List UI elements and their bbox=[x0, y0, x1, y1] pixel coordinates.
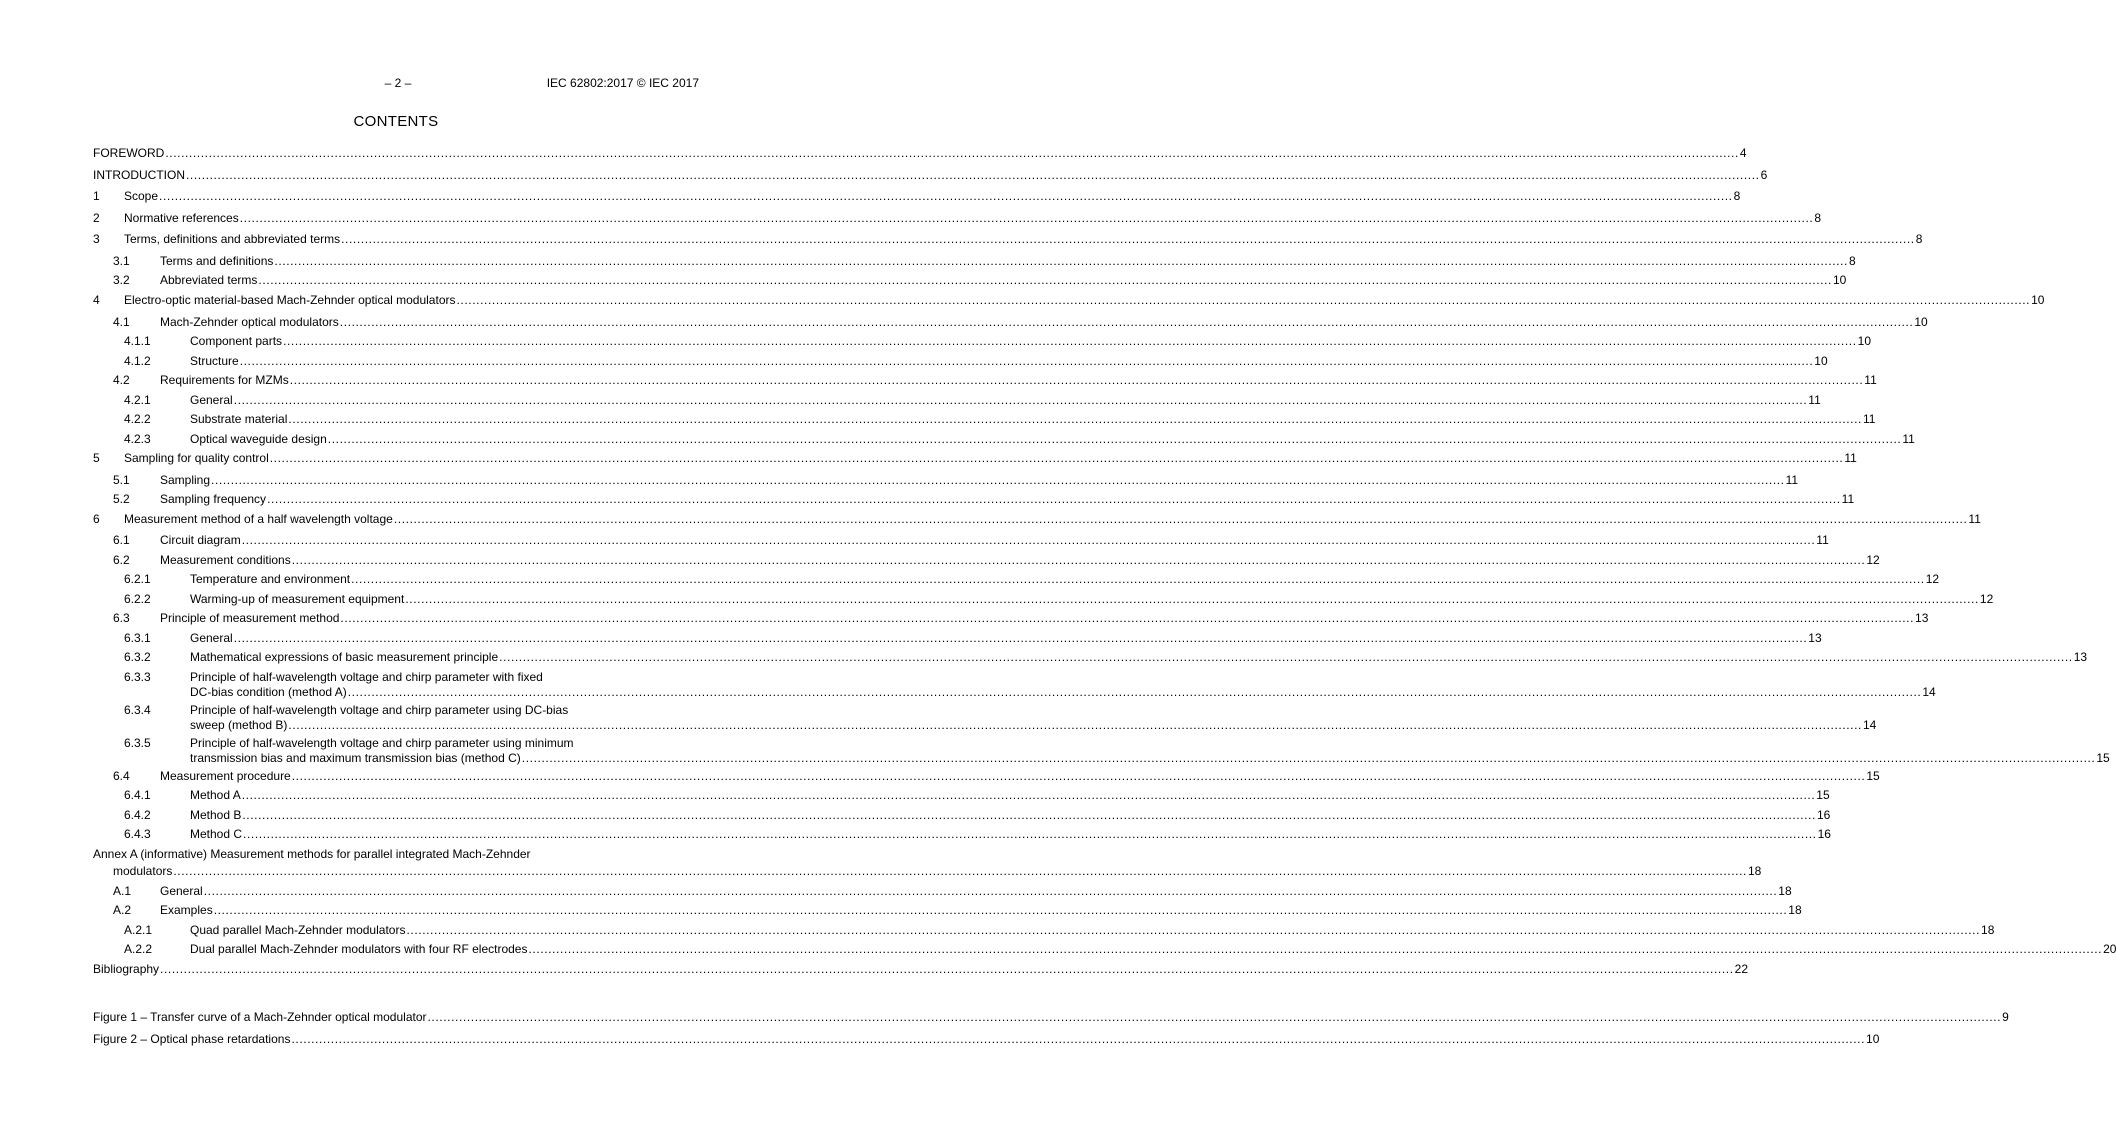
dot-leader: ................................................................................................................................................................................................................................................................................................................................................................................................................ bbox=[288, 412, 1862, 427]
toc-entry-line bbox=[160, 472, 1799, 488]
toc-entry-title: Method B bbox=[190, 807, 242, 822]
toc-entry-page: 18 bbox=[1981, 922, 1995, 937]
figure-entry-line bbox=[93, 1010, 2009, 1025]
dot-leader: ................................................................................................................................................................................................................................................................................................................................................................................................................ bbox=[291, 552, 1866, 567]
toc-entry-page: 11 bbox=[1841, 492, 1855, 507]
toc-entry-number: 6.3.4 bbox=[124, 702, 151, 717]
toc-entry[interactable] bbox=[93, 430, 1915, 450]
dot-leader: ................................................................................................................................................................................................................................................................................................................................................................................................................ bbox=[258, 273, 1832, 288]
toc-entry-number: 5 bbox=[93, 451, 100, 466]
toc-entry-title: Mach-Zehnder optical modulators bbox=[160, 314, 339, 329]
toc-entry-line bbox=[160, 883, 1792, 899]
toc-entry[interactable] bbox=[93, 471, 1799, 491]
toc-entry-title: Method A bbox=[190, 788, 241, 803]
toc-entry-title: Temperature and environment bbox=[190, 572, 351, 587]
toc-entry[interactable] bbox=[93, 806, 1831, 826]
toc-entry[interactable] bbox=[93, 490, 1855, 510]
toc-entry[interactable] bbox=[93, 531, 1829, 551]
dot-leader: ................................................................................................................................................................................................................................................................................................................................................................................................................ bbox=[393, 511, 1968, 526]
dot-leader: ................................................................................................................................................................................................................................................................................................................................................................................................................ bbox=[291, 768, 1866, 783]
toc-entry[interactable] bbox=[93, 882, 1792, 902]
toc-entry-page: 20 bbox=[2103, 942, 2116, 957]
toc-entry-title: Mathematical expressions of basic measurement principle bbox=[190, 650, 499, 665]
toc-entry[interactable] bbox=[93, 648, 2088, 668]
toc-entry-page: 10 bbox=[1914, 314, 1928, 329]
toc-entry-title: General bbox=[190, 392, 233, 407]
toc-entry-title: transmission bias and maximum transmission bias (method C) bbox=[190, 750, 521, 765]
toc-entry-page: 22 bbox=[1734, 961, 1748, 976]
toc-entry[interactable] bbox=[93, 786, 1830, 806]
dot-leader: ................................................................................................................................................................................................................................................................................................................................................................................................................ bbox=[521, 750, 2096, 765]
toc-entry-line bbox=[160, 273, 1847, 288]
toc-entry-number: 6.3.3 bbox=[124, 669, 151, 684]
toc-entry-title: Substrate material bbox=[190, 412, 288, 427]
toc-entry-title: Quad parallel Mach-Zehnder modulators bbox=[190, 922, 406, 937]
toc-entry-title: Component parts bbox=[190, 334, 283, 349]
toc-entry[interactable] bbox=[93, 313, 1928, 333]
toc-entry-line bbox=[190, 572, 1940, 587]
toc-entry-line bbox=[160, 768, 1880, 784]
toc-entry-number: 6.4.1 bbox=[124, 788, 151, 803]
toc-entry-page: 11 bbox=[1902, 431, 1915, 446]
dot-leader: ................................................................................................................................................................................................................................................................................................................................................................................................................ bbox=[341, 232, 1915, 247]
toc-entry-title-first-line: Annex A (informative) Measurement methods for parallel integrated Mach-Zehnder bbox=[93, 846, 531, 861]
toc-entry[interactable] bbox=[93, 166, 1768, 188]
toc-entry[interactable] bbox=[93, 921, 1995, 941]
page-header bbox=[93, 76, 699, 94]
toc-entry-line bbox=[190, 717, 1877, 733]
toc-entry-number: 4 bbox=[93, 292, 100, 307]
figure-entry-title: Figure 1 – Transfer curve of a Mach-Zehnder optical modulator bbox=[93, 1010, 427, 1024]
dot-leader: ................................................................................................................................................................................................................................................................................................................................................................................................................ bbox=[456, 292, 2031, 307]
toc-entry-title: Measurement procedure bbox=[160, 768, 291, 783]
header-standard-id: IEC 62802:2017 © IEC 2017 bbox=[546, 76, 699, 90]
toc-entry-number: 6.1 bbox=[113, 533, 130, 548]
toc-entry-line bbox=[190, 827, 1831, 842]
toc-entry-number: 4.2.2 bbox=[124, 412, 151, 427]
toc-entry-number: 1 bbox=[93, 189, 100, 204]
figure-entry-page: 10 bbox=[1866, 1031, 1880, 1046]
toc-entry-line bbox=[93, 146, 1747, 161]
toc-entry-title: Abbreviated terms bbox=[160, 273, 258, 288]
toc-entry-page: 16 bbox=[1816, 807, 1831, 822]
toc-entry-number: A.2 bbox=[113, 903, 132, 918]
toc-entry-title: Requirements for MZMs bbox=[160, 373, 289, 388]
toc-entry-title: Warming-up of measurement equipment bbox=[190, 591, 405, 606]
dot-leader: ................................................................................................................................................................................................................................................................................................................................................................................................................ bbox=[239, 210, 1814, 225]
toc-entry-line bbox=[160, 903, 1802, 918]
toc-entry-page: 14 bbox=[1922, 684, 1936, 699]
toc-entry-number: 4.1.1 bbox=[124, 334, 151, 349]
dot-leader: ................................................................................................................................................................................................................................................................................................................................................................................................................ bbox=[528, 942, 2103, 957]
toc-entry-number: 6.3.1 bbox=[124, 630, 151, 645]
toc-entry-number: 6.3 bbox=[113, 611, 130, 626]
toc-entry-number: 6.3.2 bbox=[124, 650, 151, 665]
toc-entry-page: 18 bbox=[1747, 863, 1762, 878]
toc-entry-number: 5.1 bbox=[113, 472, 130, 487]
figure-entry-line bbox=[93, 1031, 1880, 1047]
toc-entry-number: 6.4 bbox=[113, 768, 130, 783]
toc-entry-page: 10 bbox=[2031, 292, 2045, 307]
toc-entry[interactable] bbox=[93, 734, 2110, 767]
toc-entry-title: Sampling frequency bbox=[160, 492, 267, 507]
toc-entry[interactable] bbox=[93, 371, 1877, 391]
toc-entry-title: Electro-optic material-based Mach-Zehnder optical modulators bbox=[124, 292, 456, 307]
toc-entry[interactable] bbox=[93, 332, 1872, 352]
toc-entry[interactable] bbox=[93, 391, 1821, 411]
toc-entry[interactable] bbox=[93, 144, 1747, 166]
toc-entry-title: Bibliography bbox=[93, 961, 160, 976]
toc-entry-page: 18 bbox=[1788, 903, 1802, 918]
toc-entry[interactable] bbox=[93, 609, 1929, 629]
toc-entry-number: A.1 bbox=[113, 883, 132, 898]
dot-leader: ................................................................................................................................................................................................................................................................................................................................................................................................................ bbox=[406, 922, 1981, 937]
toc-entry-page: 10 bbox=[1832, 273, 1847, 288]
toc-entry[interactable] bbox=[93, 510, 1981, 532]
toc-entry-line bbox=[190, 650, 2088, 665]
toc-entry-title-first-line: Principle of half-wavelength voltage and chirp parameter with fixed bbox=[190, 669, 543, 684]
toc-entry-title-first-line: Principle of half-wavelength voltage and chirp parameter using DC-bias bbox=[190, 702, 569, 717]
toc-entry-page: 10 bbox=[1814, 353, 1828, 368]
toc-entry-page: 6 bbox=[1760, 167, 1768, 182]
toc-entry[interactable] bbox=[93, 701, 1877, 734]
toc-entry-title: Scope bbox=[124, 189, 159, 204]
header-page-number: – 2 – bbox=[384, 76, 412, 90]
toc-entry-page: 8 bbox=[1814, 210, 1821, 225]
dot-leader: ................................................................................................................................................................................................................................................................................................................................................................................................................ bbox=[241, 788, 1816, 803]
toc-entry-page: 8 bbox=[1733, 189, 1741, 204]
toc-entry-line bbox=[190, 630, 1822, 646]
toc-entry-line bbox=[93, 961, 1748, 977]
dot-leader: ................................................................................................................................................................................................................................................................................................................................................................................................................ bbox=[499, 650, 2073, 665]
dot-leader: ................................................................................................................................................................................................................................................................................................................................................................................................................ bbox=[405, 591, 1979, 606]
toc-entry-page: 12 bbox=[1866, 552, 1880, 567]
toc-entry-line bbox=[124, 189, 1741, 204]
toc-entry-line bbox=[190, 750, 2110, 766]
toc-entry[interactable] bbox=[93, 449, 1857, 471]
toc-entry-page: 13 bbox=[1808, 630, 1822, 645]
table-of-contents bbox=[93, 144, 2116, 981]
toc-entry-page: 11 bbox=[1816, 533, 1829, 548]
toc-entry-number: A.2.2 bbox=[124, 942, 153, 957]
dot-leader: ................................................................................................................................................................................................................................................................................................................................................................................................................ bbox=[242, 807, 1816, 822]
toc-entry-title: modulators bbox=[113, 863, 173, 878]
dot-leader: ................................................................................................................................................................................................................................................................................................................................................................................................................ bbox=[241, 533, 1816, 548]
toc-entry-number: 5.2 bbox=[113, 492, 130, 507]
figure-entry[interactable] bbox=[93, 1030, 1880, 1052]
toc-entry-number: 6.3.5 bbox=[124, 735, 151, 750]
dot-leader: ................................................................................................................................................................................................................................................................................................................................................................................................................ bbox=[274, 253, 1848, 268]
toc-entry[interactable] bbox=[93, 271, 1847, 291]
dot-leader: ................................................................................................................................................................................................................................................................................................................................................................................................................ bbox=[233, 630, 1808, 645]
toc-entry-line bbox=[160, 373, 1877, 388]
toc-entry-title: Normative references bbox=[124, 210, 239, 225]
figure-entry-page: 9 bbox=[2002, 1010, 2009, 1024]
toc-entry[interactable] bbox=[93, 901, 1802, 921]
dot-leader: ................................................................................................................................................................................................................................................................................................................................................................................................................ bbox=[340, 611, 1915, 626]
toc-entry[interactable] bbox=[93, 825, 1831, 845]
toc-entry-page: 11 bbox=[1844, 451, 1857, 466]
toc-entry[interactable] bbox=[93, 845, 1762, 882]
toc-entry[interactable] bbox=[93, 960, 1748, 982]
toc-entry-number: 4.2.1 bbox=[124, 392, 151, 407]
dot-leader: ................................................................................................................................................................................................................................................................................................................................................................................................................ bbox=[213, 903, 1788, 918]
toc-entry-page: 14 bbox=[1862, 717, 1877, 732]
toc-entry[interactable] bbox=[93, 187, 1741, 209]
toc-entry-line bbox=[190, 788, 1830, 803]
toc-entry-number: 4.2.3 bbox=[124, 431, 151, 446]
toc-entry-number: 3 bbox=[93, 232, 100, 247]
toc-entry-line bbox=[160, 492, 1855, 507]
toc-entry-title: Method C bbox=[190, 827, 243, 842]
toc-entry-number: 2 bbox=[93, 210, 100, 225]
toc-entry-number: 6.2.1 bbox=[124, 572, 151, 587]
toc-entry-page: 18 bbox=[1778, 883, 1792, 898]
toc-entry[interactable] bbox=[93, 570, 1940, 590]
toc-entry-line bbox=[190, 684, 1936, 700]
toc-entry-line bbox=[160, 533, 1829, 548]
toc-entry-title: Measurement method of a half wavelength voltage bbox=[124, 511, 393, 526]
toc-entry-title: FOREWORD bbox=[93, 146, 165, 160]
toc-entry-line bbox=[190, 392, 1821, 408]
toc-entry-number: 6.2.2 bbox=[124, 591, 151, 606]
toc-entry-title: Sampling bbox=[160, 472, 211, 487]
toc-entry-line bbox=[160, 253, 1856, 269]
toc-entry-title: DC-bias condition (method A) bbox=[190, 684, 347, 699]
toc-entry-line bbox=[160, 611, 1929, 626]
toc-entry-page: 11 bbox=[1862, 412, 1876, 427]
toc-entry-line bbox=[190, 334, 1872, 349]
toc-entry-number: 6.4.2 bbox=[124, 807, 151, 822]
dot-leader: ................................................................................................................................................................................................................................................................................................................................................................................................................ bbox=[339, 314, 1914, 329]
toc-entry-line bbox=[190, 353, 1828, 369]
dot-leader: ................................................................................................................................................................................................................................................................................................................................................................................................................ bbox=[243, 827, 1817, 842]
toc-entry-title: Optical waveguide design bbox=[190, 431, 327, 446]
toc-entry-number: A.2.1 bbox=[124, 922, 153, 937]
toc-entry-number: 3.1 bbox=[113, 253, 130, 268]
toc-entry-page: 12 bbox=[1925, 572, 1940, 587]
toc-entry-line bbox=[113, 863, 1762, 879]
toc-entry-line bbox=[190, 807, 1831, 823]
toc-entry-line bbox=[93, 167, 1768, 183]
toc-entry-page: 11 bbox=[1785, 472, 1799, 487]
dot-leader: ................................................................................................................................................................................................................................................................................................................................................................................................................ bbox=[291, 1031, 1866, 1046]
toc-entry-number: 6.2 bbox=[113, 552, 130, 567]
dot-leader: ................................................................................................................................................................................................................................................................................................................................................................................................................ bbox=[288, 717, 1862, 732]
dot-leader: ................................................................................................................................................................................................................................................................................................................................................................................................................ bbox=[160, 961, 1734, 976]
toc-entry[interactable] bbox=[93, 352, 1828, 372]
toc-entry-title: Principle of measurement method bbox=[160, 611, 340, 626]
dot-leader: ................................................................................................................................................................................................................................................................................................................................................................................................................ bbox=[233, 392, 1808, 407]
toc-entry-line bbox=[190, 591, 1994, 607]
dot-leader: ................................................................................................................................................................................................................................................................................................................................................................................................................ bbox=[203, 883, 1778, 898]
toc-entry-line bbox=[190, 942, 2116, 957]
toc-entry[interactable] bbox=[93, 209, 1821, 231]
toc-entry-line bbox=[160, 552, 1880, 568]
toc-entry-page: 15 bbox=[1816, 788, 1830, 803]
toc-entry-line bbox=[124, 210, 1821, 226]
toc-entry[interactable] bbox=[93, 291, 2045, 313]
dot-leader: ................................................................................................................................................................................................................................................................................................................................................................................................................ bbox=[211, 472, 1785, 487]
toc-entry[interactable] bbox=[93, 767, 1880, 787]
toc-entry-page: 12 bbox=[1979, 591, 1994, 606]
dot-leader: ................................................................................................................................................................................................................................................................................................................................................................................................................ bbox=[239, 353, 1814, 368]
toc-entry-page: 4 bbox=[1739, 146, 1747, 160]
toc-entry-page: 13 bbox=[1915, 611, 1929, 626]
toc-entry-page: 15 bbox=[2096, 750, 2110, 765]
toc-entry-title: Structure bbox=[190, 353, 239, 368]
dot-leader: ................................................................................................................................................................................................................................................................................................................................................................................................................ bbox=[347, 684, 1922, 699]
toc-entry-line bbox=[190, 431, 1915, 447]
dot-leader: ................................................................................................................................................................................................................................................................................................................................................................................................................ bbox=[327, 431, 1902, 446]
toc-entry-title: General bbox=[160, 883, 203, 898]
toc-entry-line bbox=[124, 451, 1857, 466]
toc-entry-page: 15 bbox=[1866, 768, 1880, 783]
dot-leader: ................................................................................................................................................................................................................................................................................................................................................................................................................ bbox=[351, 572, 1925, 587]
toc-entry[interactable] bbox=[93, 551, 1880, 571]
toc-entry-title: Examples bbox=[160, 903, 213, 918]
toc-entry[interactable] bbox=[93, 410, 1876, 430]
toc-entry[interactable] bbox=[93, 940, 2116, 960]
toc-entry[interactable] bbox=[93, 590, 1994, 610]
toc-entry-page: 8 bbox=[1848, 253, 1856, 268]
toc-entry-page: 11 bbox=[1808, 392, 1821, 407]
toc-entry-number: 3.2 bbox=[113, 273, 130, 288]
toc-entry-number: 4.1 bbox=[113, 314, 130, 329]
figure-entry-title: Figure 2 – Optical phase retardations bbox=[93, 1031, 291, 1046]
toc-entry-title: General bbox=[190, 630, 233, 645]
toc-entry-page: 11 bbox=[1968, 511, 1981, 526]
toc-entry-title-first-line: Principle of half-wavelength voltage and chirp parameter using minimum bbox=[190, 735, 574, 750]
toc-entry-title: Terms, definitions and abbreviated terms bbox=[124, 232, 341, 247]
list-of-figures bbox=[93, 1008, 2009, 1051]
dot-leader: ................................................................................................................................................................................................................................................................................................................................................................................................................ bbox=[283, 334, 1857, 349]
toc-entry-title: Terms and definitions bbox=[160, 253, 274, 268]
dot-leader: ................................................................................................................................................................................................................................................................................................................................................................................................................ bbox=[267, 492, 1841, 507]
toc-entry[interactable] bbox=[93, 629, 1822, 649]
toc-entry-line bbox=[124, 511, 1981, 527]
toc-entry-number: 4.2 bbox=[113, 373, 130, 388]
toc-entry-page: 10 bbox=[1857, 334, 1872, 349]
toc-entry-title: Measurement conditions bbox=[160, 552, 291, 567]
toc-entry-page: 11 bbox=[1864, 373, 1877, 388]
toc-entry-line bbox=[160, 314, 1928, 330]
toc-entry-title: sweep (method B) bbox=[190, 717, 288, 732]
toc-entry-title: Circuit diagram bbox=[160, 533, 241, 548]
dot-leader: ................................................................................................................................................................................................................................................................................................................................................................................................................ bbox=[427, 1010, 2002, 1024]
dot-leader: ................................................................................................................................................................................................................................................................................................................................................................................................................ bbox=[186, 167, 1760, 182]
toc-entry-number: 6 bbox=[93, 511, 100, 526]
page-title: CONTENTS bbox=[353, 113, 439, 130]
toc-entry-page: 13 bbox=[2073, 650, 2088, 665]
toc-entry-title: Dual parallel Mach-Zehnder modulators with four RF electrodes bbox=[190, 942, 528, 957]
toc-entry[interactable] bbox=[93, 668, 1936, 701]
dot-leader: ................................................................................................................................................................................................................................................................................................................................................................................................................ bbox=[165, 146, 1739, 160]
toc-entry-number: 6.4.3 bbox=[124, 827, 151, 842]
toc-entry-page: 8 bbox=[1915, 232, 1923, 247]
toc-entry-line bbox=[124, 232, 1923, 247]
toc-entry[interactable] bbox=[93, 230, 1923, 252]
toc-entry-line bbox=[124, 292, 2045, 308]
dot-leader: ................................................................................................................................................................................................................................................................................................................................................................................................................ bbox=[289, 373, 1864, 388]
figure-entry[interactable] bbox=[93, 1008, 2009, 1030]
dot-leader: ................................................................................................................................................................................................................................................................................................................................................................................................................ bbox=[269, 451, 1844, 466]
dot-leader: ................................................................................................................................................................................................................................................................................................................................................................................................................ bbox=[159, 189, 1733, 204]
toc-entry[interactable] bbox=[93, 252, 1856, 272]
toc-entry-number: 4.1.2 bbox=[124, 353, 151, 368]
toc-entry-line bbox=[190, 412, 1876, 427]
toc-entry-title: INTRODUCTION bbox=[93, 167, 185, 182]
toc-entry-page: 16 bbox=[1817, 827, 1831, 842]
dot-leader: ................................................................................................................................................................................................................................................................................................................................................................................................................ bbox=[173, 863, 1747, 878]
toc-entry-line bbox=[190, 922, 1995, 938]
toc-entry-title: Sampling for quality control bbox=[124, 451, 269, 466]
